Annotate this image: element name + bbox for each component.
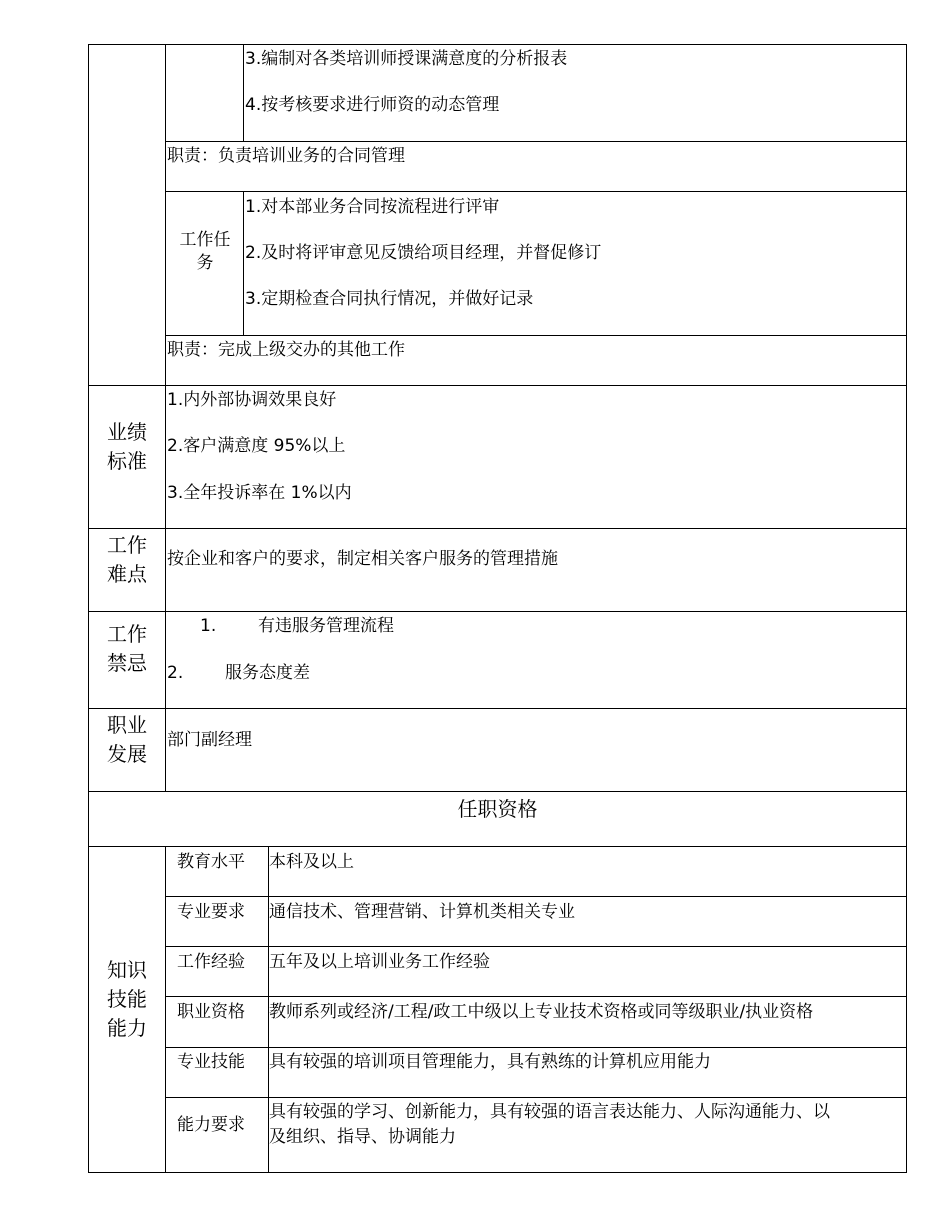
row-divider bbox=[88, 385, 907, 386]
row-divider bbox=[166, 1097, 907, 1098]
career-text: 部门副经理 bbox=[167, 730, 252, 750]
task-item: 3.编制对各类培训师授课满意度的分析报表 bbox=[245, 49, 568, 69]
task-item: 3.定期检查合同执行情况，并做好记录 bbox=[245, 289, 534, 309]
qualification-value: 本科及以上 bbox=[269, 852, 354, 872]
row-divider bbox=[88, 528, 907, 529]
career-label: 职业 发展 bbox=[107, 713, 147, 766]
row-divider bbox=[166, 191, 907, 192]
qualification-value: 具有较强的培训项目管理能力，具有熟练的计算机应用能力 bbox=[269, 1052, 711, 1072]
taboo-label: 工作 禁忌 bbox=[107, 622, 147, 675]
row-divider bbox=[166, 896, 907, 897]
taboo-item: 有违服务管理流程 bbox=[258, 616, 394, 636]
row-divider bbox=[166, 946, 907, 947]
row-divider bbox=[166, 1047, 907, 1048]
row-divider bbox=[88, 611, 907, 612]
qualification-value: 教师系列或经济/工程/政工中级以上专业技术资格或同等级职业/执业资格 bbox=[269, 1002, 814, 1022]
row-divider bbox=[166, 141, 907, 142]
row-divider bbox=[166, 996, 907, 997]
qualification-key: 专业要求 bbox=[177, 902, 245, 922]
taboo-item: 服务态度差 bbox=[225, 663, 310, 683]
duty-title: 职责：完成上级交办的其他工作 bbox=[167, 340, 405, 360]
performance-item: 3.全年投诉率在 1%以内 bbox=[167, 483, 352, 503]
row-divider bbox=[88, 846, 907, 847]
performance-item: 1.内外部协调效果良好 bbox=[167, 390, 337, 410]
qualification-value: 五年及以上培训业务工作经验 bbox=[269, 952, 490, 972]
knowledge-skill-label: 知识 技能 能力 bbox=[107, 958, 147, 1040]
taboo-number: 2. bbox=[167, 663, 184, 683]
qualification-key: 工作经验 bbox=[177, 952, 245, 972]
qualification-key: 专业技能 bbox=[177, 1052, 245, 1072]
qualification-value: 具有较强的学习、创新能力，具有较强的语言表达能力、人际沟通能力、以 bbox=[269, 1102, 830, 1122]
difficulty-text: 按企业和客户的要求，制定相关客户服务的管理措施 bbox=[167, 549, 558, 569]
performance-label: 业绩 标准 bbox=[107, 420, 147, 473]
qualification-value: 通信技术、管理营销、计算机类相关专业 bbox=[269, 902, 575, 922]
qualification-key: 教育水平 bbox=[177, 852, 245, 872]
qualification-value: 及组织、指导、协调能力 bbox=[269, 1127, 456, 1147]
row-divider bbox=[88, 791, 907, 792]
row-divider bbox=[166, 335, 907, 336]
difficulty-label: 工作 难点 bbox=[107, 533, 147, 586]
section-title: 任职资格 bbox=[457, 797, 538, 821]
taboo-number: 1. bbox=[200, 616, 217, 636]
performance-item: 2.客户满意度 95%以上 bbox=[167, 436, 346, 456]
task-item: 1.对本部业务合同按流程进行评审 bbox=[245, 197, 500, 217]
duty-title: 职责：负责培训业务的合同管理 bbox=[167, 146, 405, 166]
task-item: 2.及时将评审意见反馈给项目经理，并督促修订 bbox=[245, 243, 602, 263]
task-item: 4.按考核要求进行师资的动态管理 bbox=[245, 95, 500, 115]
qualification-key: 能力要求 bbox=[177, 1115, 245, 1135]
qualification-key: 职业资格 bbox=[177, 1002, 245, 1022]
row-divider bbox=[88, 708, 907, 709]
task-label: 工作任 务 bbox=[179, 230, 231, 273]
